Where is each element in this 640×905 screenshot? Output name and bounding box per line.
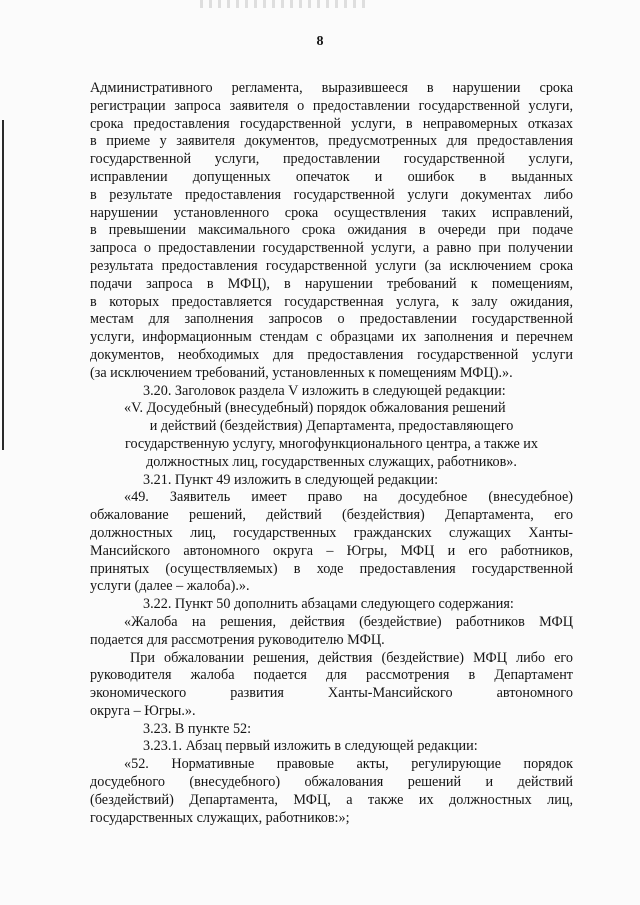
text-line: документов, необходимых для предоставления государственной услуги xyxy=(90,346,573,363)
text-line: регистрации запроса заявителя о предоставлении государственной услуги, xyxy=(90,97,573,114)
text-line: местам для заполнения запросов о предоставлении государственной xyxy=(90,311,573,328)
text-line: государственной услуги, предоставлении государственной услуги, xyxy=(90,151,573,168)
section-title-line: должностных лиц, государственных служащих, работников». xyxy=(146,453,517,470)
text-line: При обжаловании решения, действия (бездействие) МФЦ либо его xyxy=(130,649,573,666)
text-line: принятых (осуществляемых) в ходе предоставления государственной xyxy=(90,560,573,577)
text-line: Административного регламента, выразившееся в нарушении срока xyxy=(90,80,573,96)
text-line: «49. Заявитель имеет право на досудебное (внесудебное) xyxy=(124,489,573,506)
text-line: обжалование решений, действий (бездействия) Департамента, его xyxy=(90,507,573,524)
page-number: 8 xyxy=(316,34,324,49)
text-line: руководителя жалоба подается для рассмотрения в Департамент xyxy=(90,667,573,684)
text-line: в превышении максимального срока ожидания в очереди при подаче xyxy=(90,222,573,239)
text-line: в которых предоставляется государственная услуга, к залу ожидания, xyxy=(90,293,573,310)
text-line: подается для рассмотрения руководителю МФЦ. xyxy=(90,631,385,648)
text-line: «Жалоба на решения, действия (бездействие) работников МФЦ xyxy=(124,613,573,630)
text-line: нарушении установленного срока осуществления таких исправлений, xyxy=(90,204,573,221)
text-line: 3.22. Пункт 50 дополнить абзацами следующего содержания: xyxy=(143,596,514,613)
text-line: должностных лиц, государственных гражданских служащих Ханты- xyxy=(90,524,573,541)
text-line: услуги (далее – жалоба).». xyxy=(90,578,250,595)
scan-edge-artifact xyxy=(2,120,4,450)
text-line: подачи запроса в МФЦ), в нарушении требований к помещениям, xyxy=(90,275,573,292)
text-line: в приеме у заявителя документов, предусмотренных для предоставления xyxy=(90,133,573,150)
text-line: исправлении допущенных опечаток и ошибок в выданных xyxy=(90,168,573,185)
text-line: округа – Югры.». xyxy=(90,702,196,719)
text-line: запроса о предоставлении государственной услуги, а равно при получении xyxy=(90,240,573,257)
document-body xyxy=(90,80,573,827)
text-line: услуги, информационным стендам с образцами их заполнения и перечнем xyxy=(90,329,573,346)
text-line: результата предоставления государственной услуги (за исключением срока xyxy=(90,257,573,274)
text-line: (бездействий) Департамента, МФЦ, а также их должностных лиц, xyxy=(90,791,573,808)
text-line: 3.21. Пункт 49 изложить в следующей редакции: xyxy=(143,471,439,488)
text-line: 3.23. В пункте 52: xyxy=(143,720,252,737)
text-line: досудебного (внесудебного) обжалования решений и действий xyxy=(90,774,573,791)
text-line: 3.23.1. Абзац первый изложить в следующей редакции: xyxy=(143,738,478,755)
text-line: экономического развития Ханты-Мансийского автономного xyxy=(90,685,573,702)
text-line: Мансийского автономного округа – Югры, МФЦ и его работников, xyxy=(90,542,573,559)
text-line: в результате предоставления государственной услуги документах либо xyxy=(90,186,573,203)
section-title-line: «V. Досудебный (внесудебный) порядок обжалования решений xyxy=(124,400,506,417)
text-line: «52. Нормативные правовые акты, регулирующие порядок xyxy=(124,756,573,773)
text-line: государственных служащих, работников:»; xyxy=(90,809,350,826)
text-line: (за исключением требований, установленных к помещениям МФЦ).». xyxy=(90,364,513,381)
scan-noise-artifact xyxy=(200,0,370,8)
section-title-line: и действий (бездействия) Департамента, предоставляющего xyxy=(149,418,514,435)
section-title-line: государственную услугу, многофункционального центра, а также их xyxy=(125,435,538,452)
text-line: срока предоставления государственной услуги, в неправомерных отказах xyxy=(90,115,573,132)
text-line: 3.20. Заголовок раздела V изложить в следующей редакции: xyxy=(143,382,506,399)
